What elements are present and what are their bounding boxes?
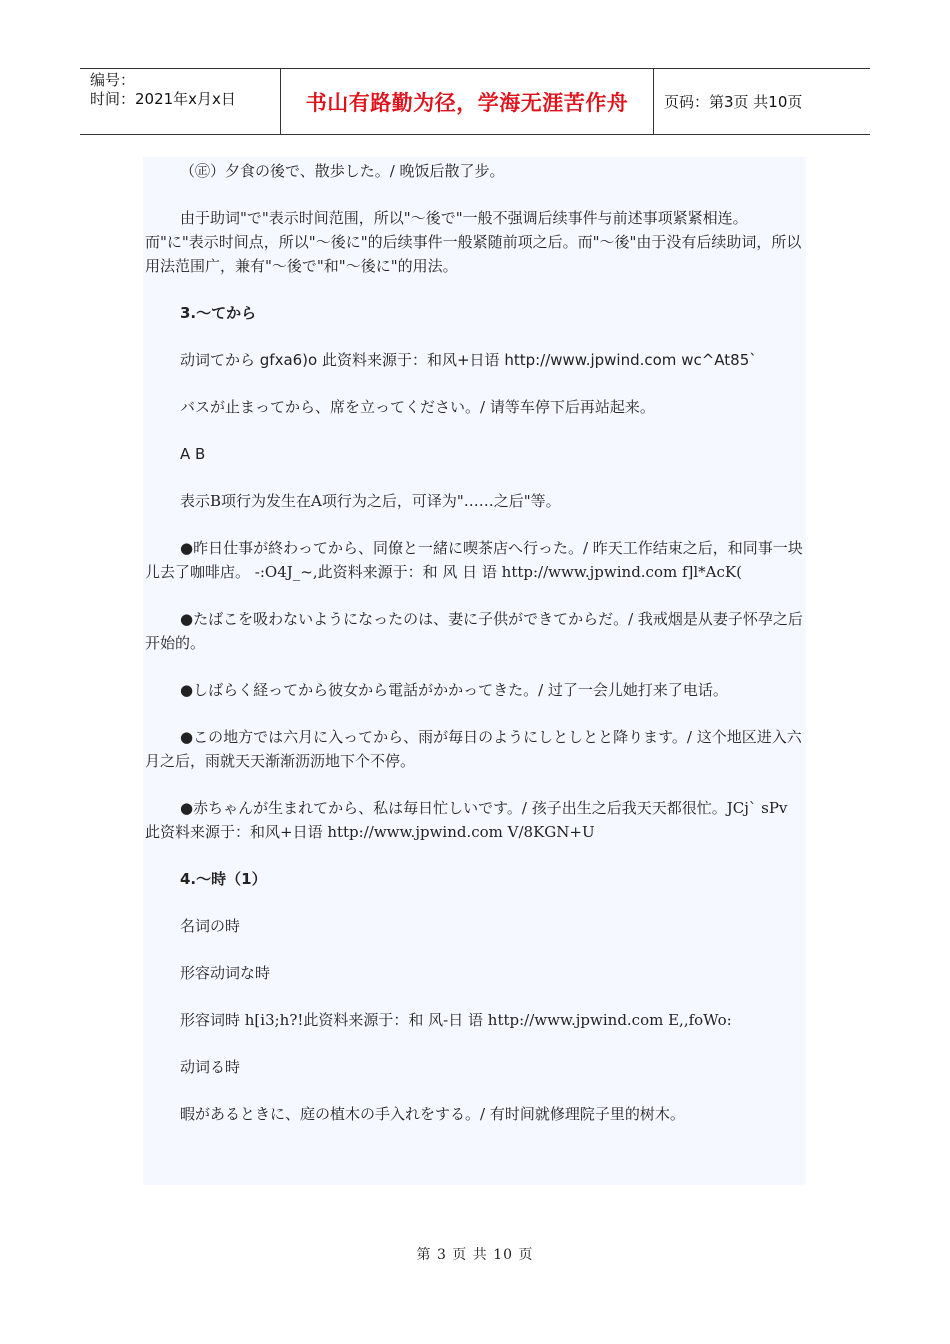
document-body: [143, 157, 806, 1185]
paragraph: ●昨日仕事が終わってから、同僚と一緒に喫茶店へ行った。/ 昨天工作结束之后，和同事一块儿去了咖啡店。 -:O4J_~,此资料来源于：和 风 日 语 http://www.jpwind.com f]l*AcK(: [145, 539, 803, 581]
paragraph: 动词てから gfxa6)o 此资料来源于：和风+日语 http://www.jpwind.com wc^At85`: [180, 351, 757, 369]
paragraph: 表示B项行为发生在A项行为之后，可译为"……之后"等。: [180, 492, 561, 510]
header-motto: 书山有路勤为径，学海无涯苦作舟: [281, 69, 654, 134]
paragraph: ●たばこを吸わないようになったのは、妻に子供ができてからだ。/ 我戒烟是从妻子怀孕之后开始的。: [145, 610, 803, 652]
time-label: 时间：2021年x月x日: [90, 90, 236, 108]
paragraph: 形容动词な時: [180, 964, 271, 982]
paragraph: 名词の時: [180, 917, 241, 935]
paragraph: ●赤ちゃんが生まれてから、私は毎日忙しいです。/ 孩子出生之后我天天都很忙。JCj` sPv 此资料来源于：和风+日语 http://www.jpwind.com V/8KGN+U: [145, 799, 788, 841]
paragraph: （㊣）夕食の後で、散歩した。/ 晚饭后散了步。: [180, 162, 505, 180]
header-page-info: 页码：第3页 共10页: [664, 93, 803, 111]
paragraph: 动词る時: [180, 1058, 241, 1076]
page-header: [80, 68, 870, 135]
page-footer: 第 3 页 共 10 页: [416, 1247, 534, 1263]
paragraph: ●この地方では六月に入ってから、雨が毎日のようにしとしとと降ります。/ 这个地区进入六月之后，雨就天天渐渐沥沥地下个不停。: [145, 728, 802, 770]
number-label: 编号：: [90, 71, 136, 89]
paragraph: A B: [180, 445, 206, 463]
paragraph: 形容词時 h[i3;h?!此资料来源于：和 风-日 语 http://www.jpwind.com E,,foWo:: [180, 1011, 732, 1029]
paragraph: ●しばらく経ってから彼女から電話がかかってきた。/ 过了一会儿她打来了电话。: [180, 681, 728, 699]
section-heading: 3.～てから: [180, 304, 257, 322]
paragraph: バスが止まってから、席を立ってください。/ 请等车停下后再站起来。: [180, 398, 655, 416]
header-meta: [80, 69, 281, 134]
section-heading: 4.～時（1）: [180, 870, 267, 888]
paragraph: 由于助词"で"表示时间范围，所以"～後で"一般不强调后续事件与前述事项紧紧相连。而"に"表示时间点，所以"～後に"的后续事件一般紧随前项之后。而"～後"由于没有后续助词，所以用法范围广，兼有"～後で"和"～後に"的用法。: [145, 209, 802, 275]
paragraph: 暇があるときに、庭の植木の手入れをする。/ 有时间就修理院子里的树木。: [180, 1105, 685, 1123]
